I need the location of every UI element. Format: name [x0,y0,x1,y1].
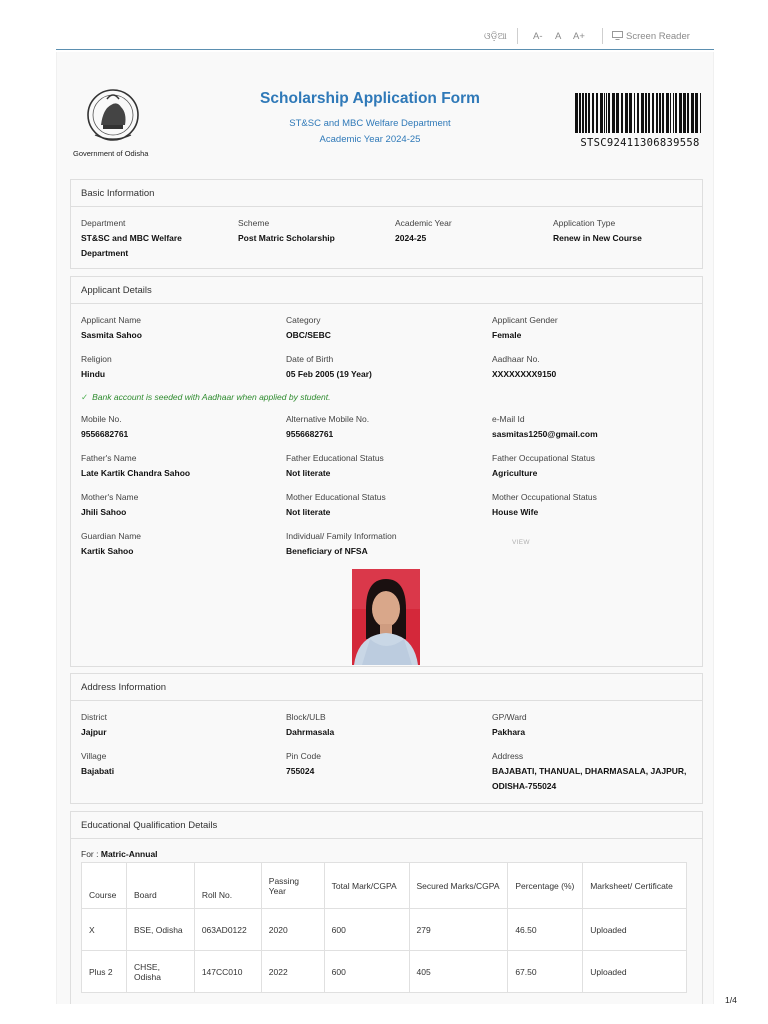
father-edu-value: Not literate [286,468,331,478]
column-header: Board [126,863,194,909]
barcode-number: STSC92411306839558 [580,137,700,149]
table-cell: 405 [409,951,508,993]
barcode-bar [648,93,650,133]
section-heading: Address Information [71,674,702,701]
divider [517,28,518,44]
applicant-name-label: Applicant Name [81,315,142,325]
column-header: Roll No. [194,863,261,909]
page-number: 1/4 [725,995,737,1005]
barcode [575,93,703,133]
address-value: BAJABATI, THANUAL, DHARMASALA, JAJPUR, ODISHA-755024 [492,766,687,791]
barcode-bar [652,93,654,133]
barcode-bar [575,93,578,133]
screen-reader-label: Screen Reader [626,31,690,42]
table-cell: X [82,909,127,951]
mother-edu-label: Mother Educational Status [286,492,386,502]
barcode-bar [579,93,581,133]
divider [602,28,603,44]
qualification-for-line [81,849,158,859]
table-cell: Uploaded [583,909,687,951]
section-heading: Educational Qualification Details [71,812,702,839]
aadhaar-value: XXXXXXXX9150 [492,369,557,379]
gp-label: GP/Ward [492,712,527,722]
religion-value: Hindu [81,369,106,379]
academic-year-subtitle: Academic Year 2024-25 [319,134,421,145]
barcode-bar [675,93,677,133]
barcode-bar [582,93,584,133]
address-label: Address [492,751,524,761]
barcode-bar [683,93,686,133]
barcode-bar [673,93,674,133]
father-name-label: Father's Name [81,453,137,463]
application-type-value: Renew in New Course [553,233,642,243]
column-header: Secured Marks/CGPA [409,863,508,909]
barcode-bar [600,93,603,133]
barcode-bar [612,93,615,133]
district-value: Jajpur [81,727,107,737]
column-header: Marksheet/ Certificate [583,863,687,909]
gp-value: Pakhara [492,727,526,737]
pin-code-label: Pin Code [286,751,321,761]
village-value: Bajabati [81,766,115,776]
table-cell: 2020 [261,909,324,951]
district-label: District [81,712,107,722]
gender-value: Female [492,330,522,340]
mother-edu-value: Not literate [286,507,331,517]
language-toggle[interactable]: ଓଡ଼ିଆ [484,31,507,42]
family-info-label: Individual/ Family Information [286,531,397,541]
barcode-bar [700,93,701,133]
section-heading: Basic Information [71,180,702,207]
barcode-bar [634,93,635,133]
applicant-photo [352,569,420,665]
pin-code-value: 755024 [286,766,315,776]
department-value: ST&SC and MBC Welfare Department [81,233,182,258]
alt-mobile-value: 9556682761 [286,429,334,439]
applicant-name-value: Sasmita Sahoo [81,330,142,340]
scheme-label: Scheme [238,218,270,228]
seed-note-text: Bank account is seeded with Aadhaar when applied by student. [92,392,331,402]
department-label: Department [81,218,126,228]
table-row [82,909,687,951]
table-cell: 2022 [261,951,324,993]
barcode-bar [592,93,594,133]
barcode-bar [687,93,689,133]
table-cell: 600 [324,951,409,993]
aadhaar-label: Aadhaar No. [492,354,540,364]
barcode-bar [621,93,623,133]
father-edu-label: Father Educational Status [286,453,384,463]
block-value: Dahrmasala [286,727,335,737]
odisha-emblem-icon [85,85,141,147]
father-occ-label: Father Occupational Status [492,453,596,463]
table-row [82,951,687,993]
barcode-bar [585,93,587,133]
department-subtitle: ST&SC and MBC Welfare Department [289,118,451,129]
academic-year-value: 2024-25 [395,233,427,243]
for-value: Matric-Annual [100,849,158,859]
barcode-bar [641,93,644,133]
applicant-details-panel [70,276,703,667]
column-header: Passing Year [261,863,324,909]
educational-qualification-panel [70,811,703,1004]
barcode-bar [695,93,698,133]
check-icon: ✓ [81,392,89,402]
barcode-bar [662,93,664,133]
mother-name-label: Mother's Name [81,492,139,502]
application-type-label: Application Type [553,218,616,228]
father-occ-value: Agriculture [492,468,538,478]
gender-label: Applicant Gender [492,315,558,325]
barcode-bar [588,93,590,133]
screen-reader-button[interactable] [612,31,690,42]
table-cell: CHSE, Odisha [126,951,194,993]
dob-value: 05 Feb 2005 (19 Year) [286,369,372,379]
scheme-value: Post Matric Scholarship [238,233,335,243]
table-cell: 67.50 [508,951,583,993]
family-info-value: Beneficiary of NFSA [286,546,368,556]
mother-occ-label: Mother Occupational Status [492,492,597,502]
mobile-label: Mobile No. [81,414,122,424]
barcode-bar [656,93,658,133]
barcode-bar [679,93,682,133]
table-cell: 600 [324,909,409,951]
font-normal-button[interactable]: A [555,31,562,42]
for-prefix: For : [81,849,99,859]
qualification-table [81,862,687,993]
barcode-bar [670,93,671,133]
category-label: Category [286,315,321,325]
top-utility-bar [56,24,714,50]
table-cell: 063AD0122 [194,909,261,951]
barcode-bar [666,93,669,133]
email-label: e-Mail Id [492,414,525,424]
village-label: Village [81,751,107,761]
barcode-bar [616,93,619,133]
barcode-bar [691,93,694,133]
barcode-bar [629,93,632,133]
font-decrease-button[interactable]: A- [533,31,543,42]
dob-label: Date of Birth [286,354,334,364]
basic-information-panel [70,179,703,269]
font-increase-button[interactable]: A+ [573,31,585,42]
government-label: Government of Odisha [73,149,149,158]
father-name-value: Late Kartik Chandra Sahoo [81,468,191,478]
monitor-icon [612,31,623,40]
email-value: sasmitas1250@gmail.com [492,429,598,439]
barcode-bar [625,93,628,133]
section-heading: Applicant Details [71,277,702,304]
table-cell: Uploaded [583,951,687,993]
column-header: Course [82,863,127,909]
barcode-bar [606,93,607,133]
column-header: Percentage (%) [508,863,583,909]
mobile-value: 9556682761 [81,429,129,439]
aadhaar-seed-note [81,392,330,403]
table-cell: Plus 2 [82,951,127,993]
table-cell: 279 [409,909,508,951]
application-sheet [56,52,714,1004]
column-header: Total Mark/CGPA [324,863,409,909]
table-cell: BSE, Odisha [126,909,194,951]
block-label: Block/ULB [286,712,326,722]
alt-mobile-label: Alternative Mobile No. [286,414,370,424]
table-cell: 46.50 [508,909,583,951]
academic-year-label: Academic Year [395,218,452,228]
page-title: Scholarship Application Form [260,90,480,107]
barcode-bar [596,93,598,133]
barcode-bar [604,93,605,133]
view-button[interactable]: VIEW [512,539,530,546]
barcode-bar [608,93,610,133]
mother-occ-value: House Wife [492,507,539,517]
address-information-panel [70,673,703,804]
guardian-value: Kartik Sahoo [81,546,134,556]
table-header-row [82,863,687,909]
religion-label: Religion [81,354,112,364]
barcode-bar [637,93,639,133]
table-cell: 147CC010 [194,951,261,993]
category-value: OBC/SEBC [286,330,331,340]
barcode-bar [659,93,661,133]
mother-name-value: Jhili Sahoo [81,507,127,517]
guardian-label: Guardian Name [81,531,142,541]
barcode-bar [645,93,647,133]
